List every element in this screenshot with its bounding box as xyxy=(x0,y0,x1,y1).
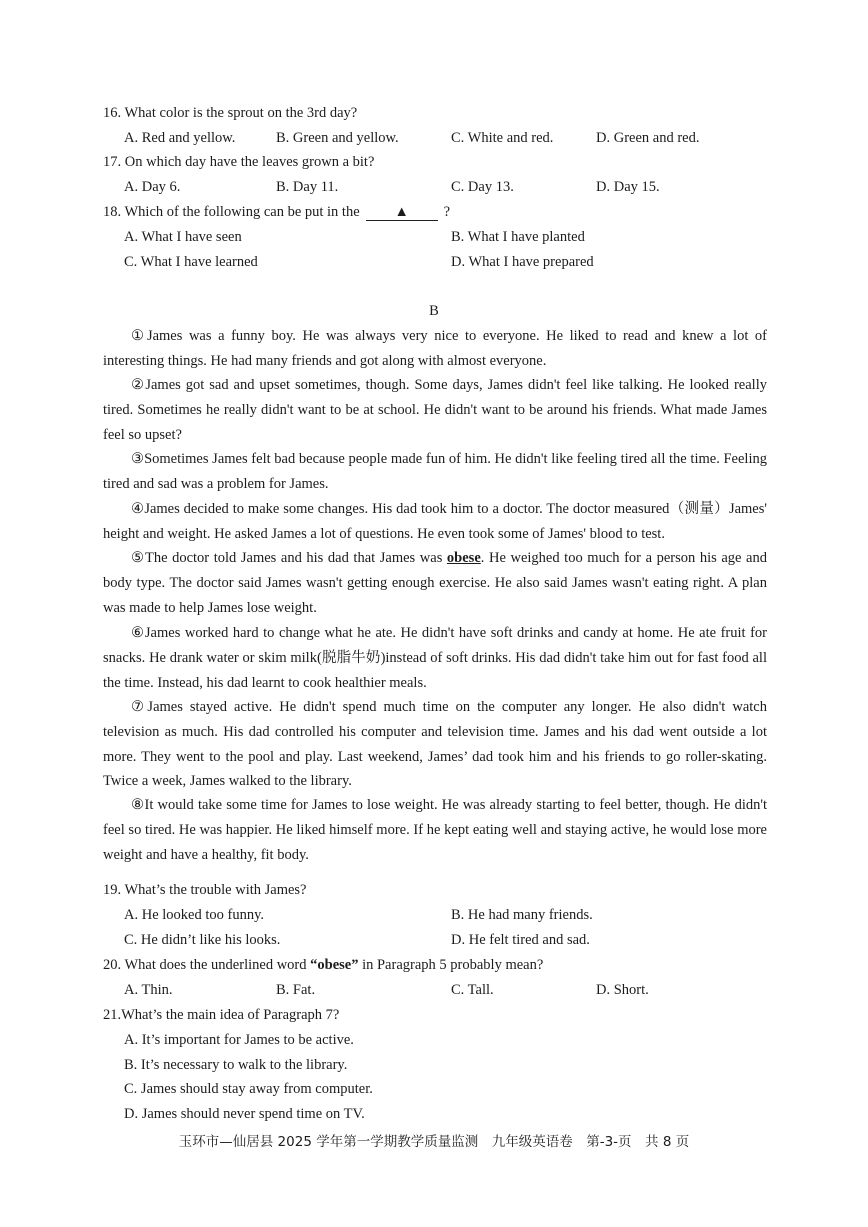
paragraph-4-text: James decided to make some changes. His dad took him to a doctor. The doctor measured（测量）James' height and weight. He asked James a lot of questions. He even took some of James' blood to test. xyxy=(103,501,767,542)
q17-option-b: B. Day 11. xyxy=(276,179,339,195)
q16-option-b: B. Green and yellow. xyxy=(276,130,399,146)
paragraph-2-text: James got sad and upset sometimes, though. Some days, James didn't feel like talking. He looked really tired. Sometimes he really didn't want to be at school. He didn't want to be around his friends. What made James feel so upset? xyxy=(103,377,767,443)
paragraph-1 xyxy=(103,324,767,374)
paragraph-6-number: ⑥ xyxy=(131,625,145,641)
q20-stem xyxy=(103,955,543,975)
paragraph-7 xyxy=(103,695,767,794)
q20-option-c: C. Tall. xyxy=(451,982,494,998)
q16-stem: 16. What color is the sprout on the 3rd day? xyxy=(103,105,358,121)
paragraph-5-text-end: . He weighed too much for a person his age and body type. The doctor said James wasn't getting enough exercise. He also said James wasn't eating right. A plan was made to help James lose weight. xyxy=(103,550,767,616)
q18-option-b: B. What I have planted xyxy=(451,229,585,245)
paragraph-8-text: It would take some time for James to lose weight. He was already starting to feel better, though. He didn't feel so tired. He was happier. He liked himself more. If he kept eating well and staying active, he would lose more weight and have a healthy, fit body. xyxy=(103,797,768,863)
paragraph-2-number: ② xyxy=(131,377,146,393)
q17-option-a: A. Day 6. xyxy=(124,179,181,195)
q17-option-d: D. Day 15. xyxy=(596,179,660,195)
underlined-word-obese: obese xyxy=(446,550,481,566)
q16-option-d: D. Green and red. xyxy=(596,130,700,146)
q20-quoted-word: “obese” xyxy=(310,957,359,973)
paragraph-8 xyxy=(103,793,767,867)
paragraph-2 xyxy=(103,373,767,447)
paragraph-3-text: Sometimes James felt bad because people made fun of him. He didn't like feeling tired all the time. Feeling tired and sad was a problem for James. xyxy=(103,451,767,492)
q18-stem xyxy=(103,202,450,222)
q17-stem: 17. On which day have the leaves grown a bit? xyxy=(103,154,375,170)
q21-stem: 21.What’s the main idea of Paragraph 7? xyxy=(103,1007,340,1023)
q20-stem-end: in Paragraph 5 probably mean? xyxy=(358,957,544,973)
paragraph-5-text-start: The doctor told James and his dad that James was xyxy=(144,550,447,566)
q17-option-c: C. Day 13. xyxy=(451,179,514,195)
q18-option-d: D. What I have prepared xyxy=(451,254,594,270)
q18-stem-text: 18. Which of the following can be put in the xyxy=(103,204,360,220)
paragraph-5-number: ⑤ xyxy=(131,550,145,566)
paragraph-1-text: James was a funny boy. He was always very nice to everyone. He liked to read and knew a lot of interesting things. He had many friends and got along with almost everyone. xyxy=(103,328,768,369)
q19-option-c: C. He didn’t like his looks. xyxy=(124,932,281,948)
paragraph-4 xyxy=(103,497,767,547)
answer-blank xyxy=(366,204,438,221)
q21-option-d: D. James should never spend time on TV. xyxy=(124,1106,365,1122)
q19-option-a: A. He looked too funny. xyxy=(124,907,265,923)
page-footer: 玉环市—仙居县 2025 学年第一学期教学质量监测 九年级英语卷 第-3-页 共 8 页 xyxy=(178,1134,690,1150)
q19-option-b: B. He had many friends. xyxy=(451,907,593,923)
paragraph-5 xyxy=(103,546,767,620)
q19-stem: 19. What’s the trouble with James? xyxy=(103,882,307,898)
paragraph-3-number: ③ xyxy=(131,451,145,467)
paragraph-6 xyxy=(103,621,767,695)
q20-option-a: A. Thin. xyxy=(124,982,173,998)
paragraph-8-number: ⑧ xyxy=(131,797,145,813)
q16-option-a: A. Red and yellow. xyxy=(124,130,236,146)
paragraph-7-number: ⑦ xyxy=(131,699,148,715)
q18-option-a: A. What I have seen xyxy=(124,229,242,245)
q18-stem-end: ? xyxy=(443,204,451,220)
paragraph-1-number: ① xyxy=(131,328,147,344)
q20-stem-text: 20. What does the underlined word xyxy=(103,957,311,973)
paragraph-7-text: James stayed active. He didn't spend much time on the computer any longer. He also didn't watch television as much. His dad controlled his computer and television time. James and his dad went outside a lot more. They went to the pool and play. Last weekend, James’ dad took him and his friends to go roller-skating. Twice a week, James walked to the library. xyxy=(103,699,767,790)
paragraph-6-text: James worked hard to change what he ate. He didn't have soft drinks and candy at home. He ate fruit for snacks. He drank water or skim milk(脱脂牛奶)instead of soft drinks. His dad didn't take him out for fast food all the time. Instead, his dad learnt to cook healthier meals. xyxy=(103,625,767,691)
q21-option-c: C. James should stay away from computer. xyxy=(124,1081,373,1097)
q18-option-c: C. What I have learned xyxy=(124,254,258,270)
paragraph-4-number: ④ xyxy=(131,501,145,517)
paragraph-3 xyxy=(103,447,767,497)
section-b-title: B xyxy=(429,303,439,319)
q16-option-c: C. White and red. xyxy=(451,130,554,146)
triangle-marker-icon: ▲ xyxy=(394,204,409,220)
q21-option-a: A. It’s important for James to be active. xyxy=(124,1032,354,1048)
q20-option-d: D. Short. xyxy=(596,982,649,998)
q19-option-d: D. He felt tired and sad. xyxy=(451,932,590,948)
q21-option-b: B. It’s necessary to walk to the library. xyxy=(124,1057,348,1073)
q20-option-b: B. Fat. xyxy=(276,982,316,998)
